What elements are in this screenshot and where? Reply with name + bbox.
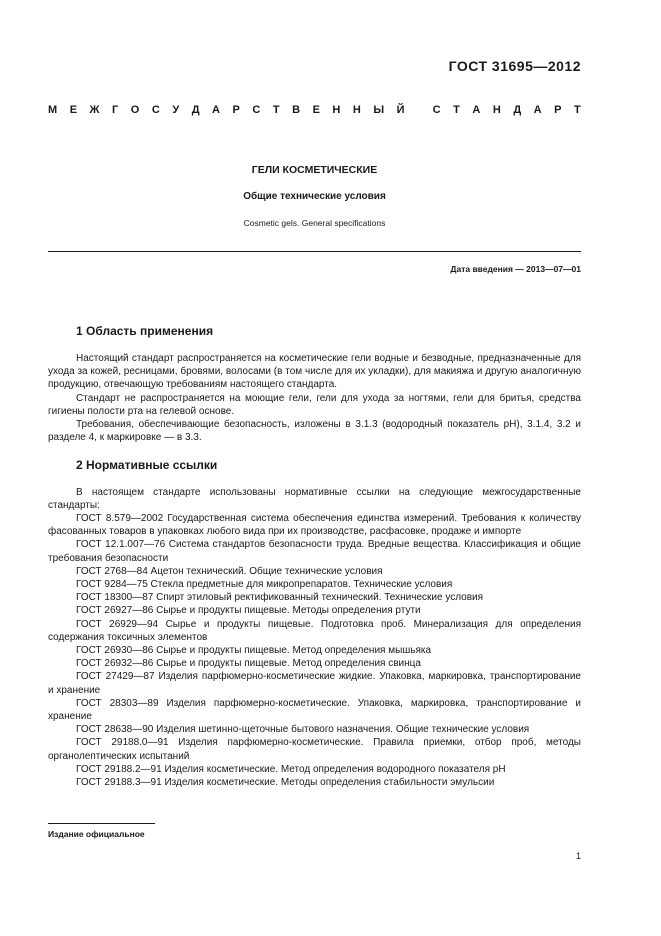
banner-letter: С — [432, 104, 441, 116]
reference-item: ГОСТ 26929—94 Сырье и продукты пищевые. Подготовка проб. Минерализация для определения содержания токсичных элементов — [48, 618, 581, 643]
banner-letter: Й — [396, 104, 405, 116]
banner-letter: Т — [453, 104, 460, 116]
banner-letter: Т — [574, 104, 581, 116]
reference-item: ГОСТ 27429—87 Изделия парфюмерно-косметические жидкие. Упаковка, маркировка, транспортирование и хранение — [48, 671, 581, 696]
reference-item: ГОСТ 28303—89 Изделия парфюмерно-косметические. Упаковка, маркировка, транспортирование и хранение — [48, 697, 581, 723]
reference-item: ГОСТ 29188.3—91 Изделия косметические. Методы определения стабильности эмульсии — [76, 777, 495, 789]
references-intro: В настоящем стандарте использованы нормативные ссылки на следующие межгосударственные стандарты: — [48, 487, 581, 512]
reference-item: ГОСТ 18300—87 Спирт этиловый ректификованный технический. Технические условия — [76, 592, 484, 604]
banner-letter: Д — [513, 104, 522, 116]
banner-letter: М — [48, 104, 58, 116]
reference-item: ГОСТ 2768—84 Ацетон технический. Общие технические условия — [76, 565, 383, 577]
scope-paragraph: Настоящий стандарт распространяется на косметические гели водные и безводные, предназначенные для ухода за кожей, ресницами, бровями, волосами (в том числе для их укладки), для макияжа и другую аналогичную продукцию, отвечающую требованиям настоящего стандарта. — [48, 353, 581, 391]
reference-item: ГОСТ 26927—86 Сырье и продукты пищевые. Методы определения ртути — [76, 605, 421, 617]
section-heading-scope: 1 Область применения — [76, 324, 214, 338]
reference-item: ГОСТ 28638—90 Изделия шетинно-щеточные бытового назначения. Общие технические условия — [76, 724, 530, 736]
document-code: ГОСТ 31695—2012 — [448, 58, 581, 74]
document-title: ГЕЛИ КОСМЕТИЧЕСКИЕ — [251, 164, 378, 176]
reference-item: ГОСТ 29188.0—91 Изделия парфюмерно-косметические. Правила приемки, отбор проб, методы органолептических испытаний — [48, 737, 581, 762]
reference-item: ГОСТ 12.1.007—76 Система стандартов безопасности труда. Вредные вещества. Классификация и общие требования безопасности — [48, 539, 581, 564]
footer-divider — [48, 823, 155, 824]
banner-gap — [417, 104, 420, 116]
reference-item: ГОСТ 29188.2—91 Изделия косметические. Метод определения водородного показателя pH — [76, 763, 506, 775]
banner-letter: С — [151, 104, 160, 116]
banner-letter: Н — [352, 104, 361, 116]
effective-date: Дата введения — 2013—07—01 — [450, 264, 581, 274]
scope-paragraph: Требования, обеспечивающие безопасность, изложены в 3.1.3 (водородный показатель pH), 3.1.4, 3.2 и разделе 4, к маркировке — в 3.3. — [48, 419, 581, 444]
reference-item: ГОСТ 26930—86 Сырье и продукты пищевые. Метод определения мышьяка — [76, 645, 432, 657]
reference-item: ГОСТ 8.579—2002 Государственная система обеспечения единства измерений. Требования к количеству фасованных товаров в упаковках любого вида при их производстве, расфасовке, продаже и импорте — [48, 513, 581, 538]
banner-letter: Т — [272, 104, 280, 116]
banner-letter: С — [252, 104, 261, 116]
header-divider — [48, 251, 581, 252]
banner-letter: А — [212, 104, 220, 116]
banner-letter: О — [130, 104, 140, 116]
reference-list — [48, 512, 581, 789]
reference-item: ГОСТ 26932—86 Сырье и продукты пищевые. Метод определения свинца — [76, 658, 421, 670]
scope-paragraph: Стандарт не распространяется на моющие гели, гели для ухода за ногтями, гели для бритья, средства гигиены полости рта на гелевой основе. — [48, 393, 581, 418]
page-number: 1 — [575, 851, 581, 861]
reference-item: ГОСТ 9284—75 Стекла предметные для микропрепаратов. Технические условия — [76, 579, 453, 591]
english-title: Cosmetic gels. General specifications — [243, 218, 386, 228]
section-heading-references: 2 Нормативные ссылки — [76, 458, 218, 472]
banner-letter: Н — [492, 104, 501, 116]
banner-letter: Ж — [89, 104, 100, 116]
banner-letter: У — [172, 104, 180, 116]
banner-letter: В — [292, 104, 301, 116]
banner-letter: Д — [191, 104, 200, 116]
banner-letter: Е — [69, 104, 78, 116]
banner-letter: Ы — [373, 104, 385, 116]
banner-letter: Р — [232, 104, 240, 116]
banner-letter: Г — [112, 104, 119, 116]
banner-letter: А — [472, 104, 481, 116]
banner-letter: А — [533, 104, 542, 116]
banner-letter: Н — [332, 104, 341, 116]
official-edition-label: Издание официальное — [48, 829, 145, 839]
banner-letter: Р — [554, 104, 562, 116]
banner-letter: Е — [312, 104, 320, 116]
document-subtitle: Общие технические условия — [243, 191, 386, 202]
standard-type-banner — [48, 104, 581, 116]
